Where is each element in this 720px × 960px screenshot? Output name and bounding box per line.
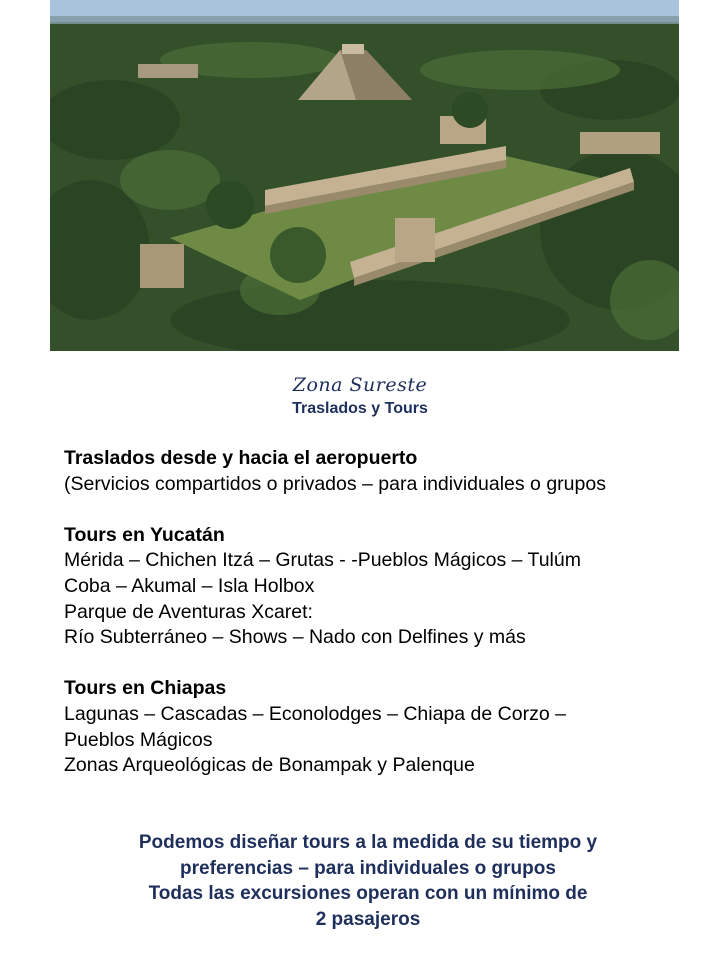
section-heading: Traslados desde y hacia el aeropuerto [64,447,418,469]
page-title: Zona Sureste [292,374,428,396]
section-heading: Tours en Yucatán [64,523,225,546]
section-line: (Servicios compartidos o privados – para individuales o grupos [64,472,606,495]
section-line: Parque de Aventuras Xcaret: [64,600,313,623]
section-line: Pueblos Mágicos [64,728,213,751]
section-chiapas-tours [64,676,704,778]
footer-line: Podemos diseñar tours a la medida de su tiempo y [138,832,598,853]
hero-photo-maya-ruins [50,0,679,351]
section-line: Mérida – Chichen Itzá – Grutas - -Pueblos Mágicos – Tulúm [64,549,581,572]
footer-line: preferencias – para individuales o grupos [180,857,556,879]
page-subtitle: Traslados y Tours [292,400,428,417]
custom-tours-note [60,830,676,932]
section-line: Coba – Akumal – Isla Holbox [64,574,315,597]
section-line: Zonas Arqueológicas de Bonampak y Palenque [64,754,475,777]
section-transfers [64,446,704,497]
footer-line: 2 pasajeros [315,908,421,930]
footer-line: Todas las excursiones operan con un mínimo de [148,883,588,904]
section-line: Río Subterráneo – Shows – Nado con Delfines y más [64,626,526,649]
services-content [64,446,704,804]
heading-block [0,372,720,420]
section-line: Lagunas – Cascadas – Econolodges – Chiapa de Corzo – [64,702,566,725]
section-yucatan-tours [64,523,704,651]
ruins-illustration [50,0,679,351]
section-heading: Tours en Chiapas [64,677,227,700]
